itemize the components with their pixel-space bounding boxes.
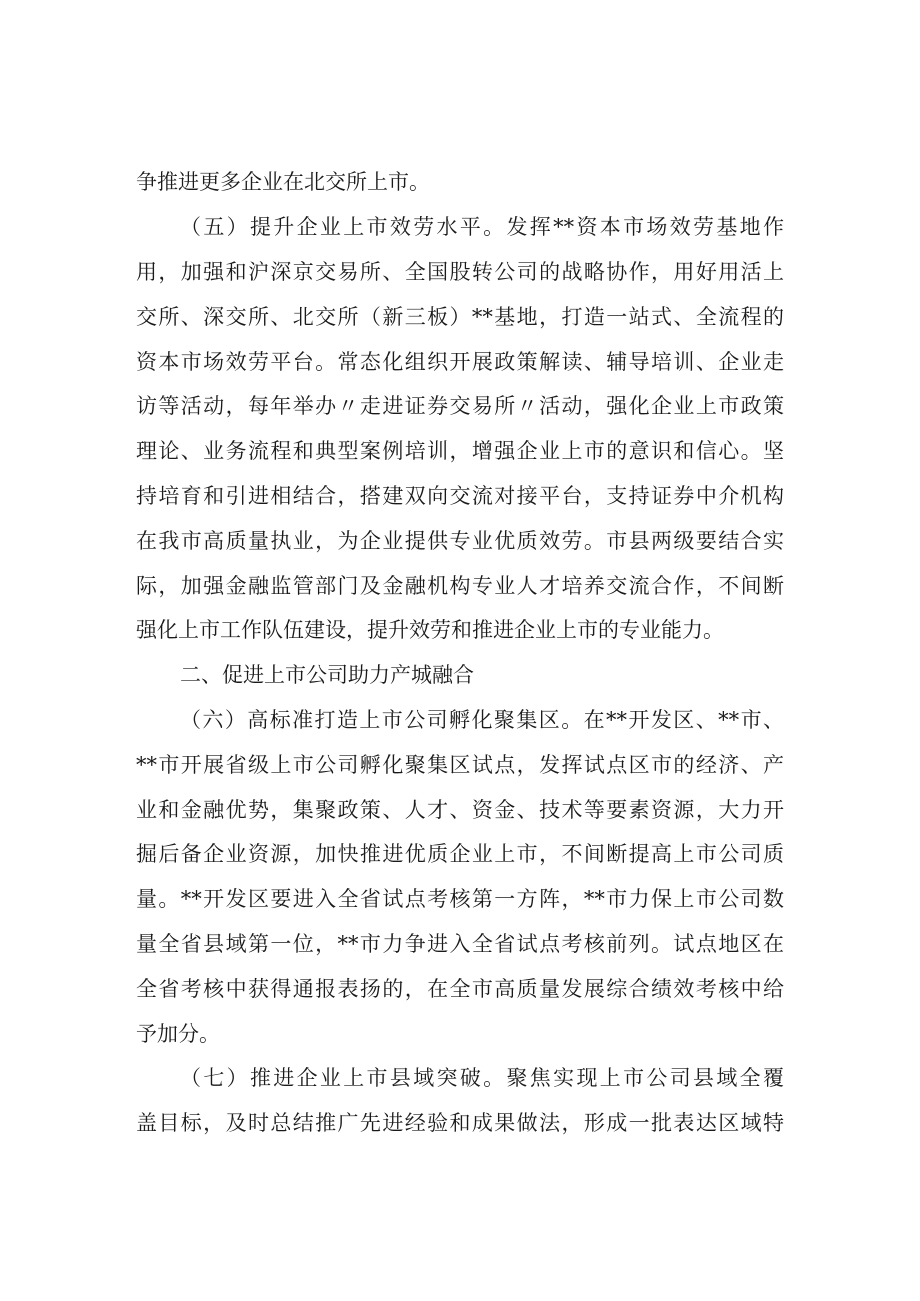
text-line: 交所、深交所、北交所（新三板）**基地，打造一站式、全流程的: [136, 305, 784, 329]
text-line: 持培育和引进相结合，搭建双向交流对接平台，支持证券中介机构: [136, 484, 784, 508]
text-line: 全省考核中获得通报表扬的，在全市高质量发展综合绩效考核中给: [136, 977, 784, 1001]
text-line: 量。**开发区要进入全省试点考核第一方阵，**市力保上市公司数: [136, 887, 784, 911]
text-line: 争推进更多企业在北交所上市。: [136, 170, 430, 194]
text-line: 业和金融优势，集聚政策、人才、资金、技术等要素资源，大力开: [136, 798, 784, 822]
text-line: 盖目标，及时总结推广先进经验和成果做法，形成一批表达区域特: [136, 1111, 784, 1135]
text-line: 在我市高质量执业，为企业提供专业优质效劳。市县两级要结合实: [136, 529, 784, 553]
section-heading: 二、促进上市公司助力产城融合: [180, 663, 474, 687]
paragraph-7-title-line: （七）推进企业上市县域突破。聚焦实现上市公司县域全覆: [180, 1066, 784, 1090]
text-line: 际，加强金融监管部门及金融机构专业人才培养交流合作，不间断: [136, 574, 784, 598]
text-line: **市开展省级上市公司孵化聚集区试点，发挥试点区市的经济、产: [136, 753, 784, 777]
text-line: 资本市场效劳平台。常态化组织开展政策解读、辅导培训、企业走: [136, 350, 784, 374]
text-line: 用，加强和沪深京交易所、全国股转公司的战略协作，用好用活上: [136, 260, 784, 284]
text-line: 访等活动，每年举办〃走进证券交易所〃活动，强化企业上市政策: [136, 394, 784, 418]
text-line: 予加分。: [136, 1022, 220, 1046]
text-line: 量全省县域第一位，**市力争进入全省试点考核前列。试点地区在: [136, 932, 784, 956]
text-line: 理论、业务流程和典型案例培训，增强企业上市的意识和信心。坚: [136, 439, 784, 463]
text-line: 强化上市工作队伍建设，提升效劳和推进企业上市的专业能力。: [136, 618, 724, 642]
paragraph-5-title-line: （五）提升企业上市效劳水平。发挥**资本市场效劳基地作: [180, 215, 784, 239]
paragraph-6-title-line: （六）高标准打造上市公司孵化聚集区。在**开发区、**市、: [180, 708, 784, 732]
text-line: 掘后备企业资源，加快推进优质企业上市，不间断提高上市公司质: [136, 842, 784, 866]
